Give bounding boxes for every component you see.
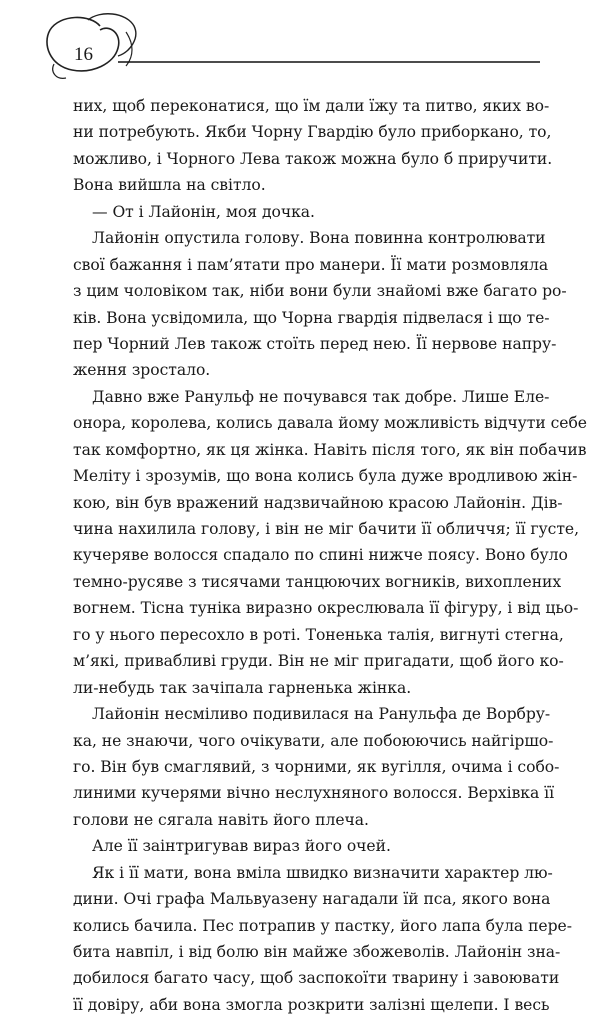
text-line: Лайонін несміливо подивилася на Ранульфа де Ворбру-: [92, 705, 551, 724]
text-line: кучеряве волосся спадало по спині нижче поясу. Воно було: [73, 546, 568, 565]
text-line: го у нього пересохло в роті. Тоненька талія, вигнуті стегна,: [73, 625, 564, 644]
body-text: [73, 93, 587, 1018]
text-line: пер Чорний Лев також стоїть перед нею. Її нервове напру-: [73, 334, 557, 353]
text-line: ли-небудь так зачіпала гарненька жінка.: [73, 678, 412, 697]
text-line: Але її заінтригував вираз його очей.: [92, 837, 391, 856]
text-line: бита навпіл, і від болю він майже збожеволів. Лайонін зна-: [73, 943, 561, 961]
text-line: дини. Очі графа Мальвуазену нагадали їй пса, якого вона: [73, 890, 551, 909]
text-line: голови не сягала навіть його плеча.: [73, 810, 369, 829]
text-line: онора, королева, колись давала йому можливість відчути себе: [73, 414, 587, 433]
text-line: темно-русяве з тисячами танцюючих вогників, вихоплених: [73, 572, 562, 591]
page-number: 16: [74, 44, 93, 65]
text-line: ни потребують. Якби Чорну Гвардію було приборкано, то,: [73, 123, 552, 142]
text-line: свої бажання і пам’ятати про манери. Її мати розмовляла: [73, 255, 549, 274]
text-line: Давно вже Ранульф не почувався так добре. Лише Еле-: [92, 387, 550, 406]
text-line: Як і її мати, вона вміла швидко визначити характер лю-: [92, 863, 553, 882]
text-line: Меліту і зрозумів, що вона колись була дуже вродливою жін-: [73, 467, 578, 486]
text-line: її довіру, аби вона змогла розкрити залізні щелепи. І весь: [73, 995, 550, 1014]
page-header: [30, 8, 545, 88]
text-line: — От і Лайонін, моя дочка.: [92, 202, 315, 221]
text-line: го. Він був смаглявий, з чорними, як вугілля, очима і собо-: [73, 757, 560, 776]
text-line: ка, не знаючи, чого очікувати, але побоюючись найгіршо-: [73, 731, 554, 750]
text-line: ків. Вона усвідомила, що Чорна гвардія підвелася і що те-: [73, 308, 550, 327]
text-line: линими кучерями вічно неслухняного волосся. Верхівка її: [73, 784, 555, 803]
text-line: кою, він був вражений надзвичайною красою Лайонін. Дів-: [73, 493, 563, 512]
text-line: м’які, привабливі груди. Він не міг пригадати, щоб його ко-: [73, 652, 564, 671]
text-line: Вона вийшла на світло.: [73, 176, 266, 195]
text-line: колись бачила. Пес потрапив у пастку, його лапа була пере-: [73, 916, 572, 935]
text-line: добилося багато часу, щоб заспокоїти тварину і завоювати: [73, 969, 560, 988]
text-line: ження зростало.: [73, 361, 211, 380]
text-line: чина нахилила голову, і він не міг бачити її обличчя; її густе,: [73, 520, 580, 538]
text-line: них, щоб переконатися, що їм дали їжу та питво, яких во-: [73, 97, 550, 115]
flourish-ornament-icon: [30, 8, 545, 88]
text-line: можливо, і Чорного Лева також можна було б приручити.: [73, 149, 553, 168]
text-line: так комфортно, як ця жінка. Навіть після того, як він побачив: [73, 440, 587, 459]
text-line: Лайонін опустила голову. Вона повинна контролювати: [92, 229, 546, 248]
text-line: з цим чоловіком так, ніби вони були знайомі вже багато ро-: [73, 282, 567, 301]
text-line: вогнем. Тісна туніка виразно окреслювала її фігуру, і від цьо-: [73, 599, 579, 618]
